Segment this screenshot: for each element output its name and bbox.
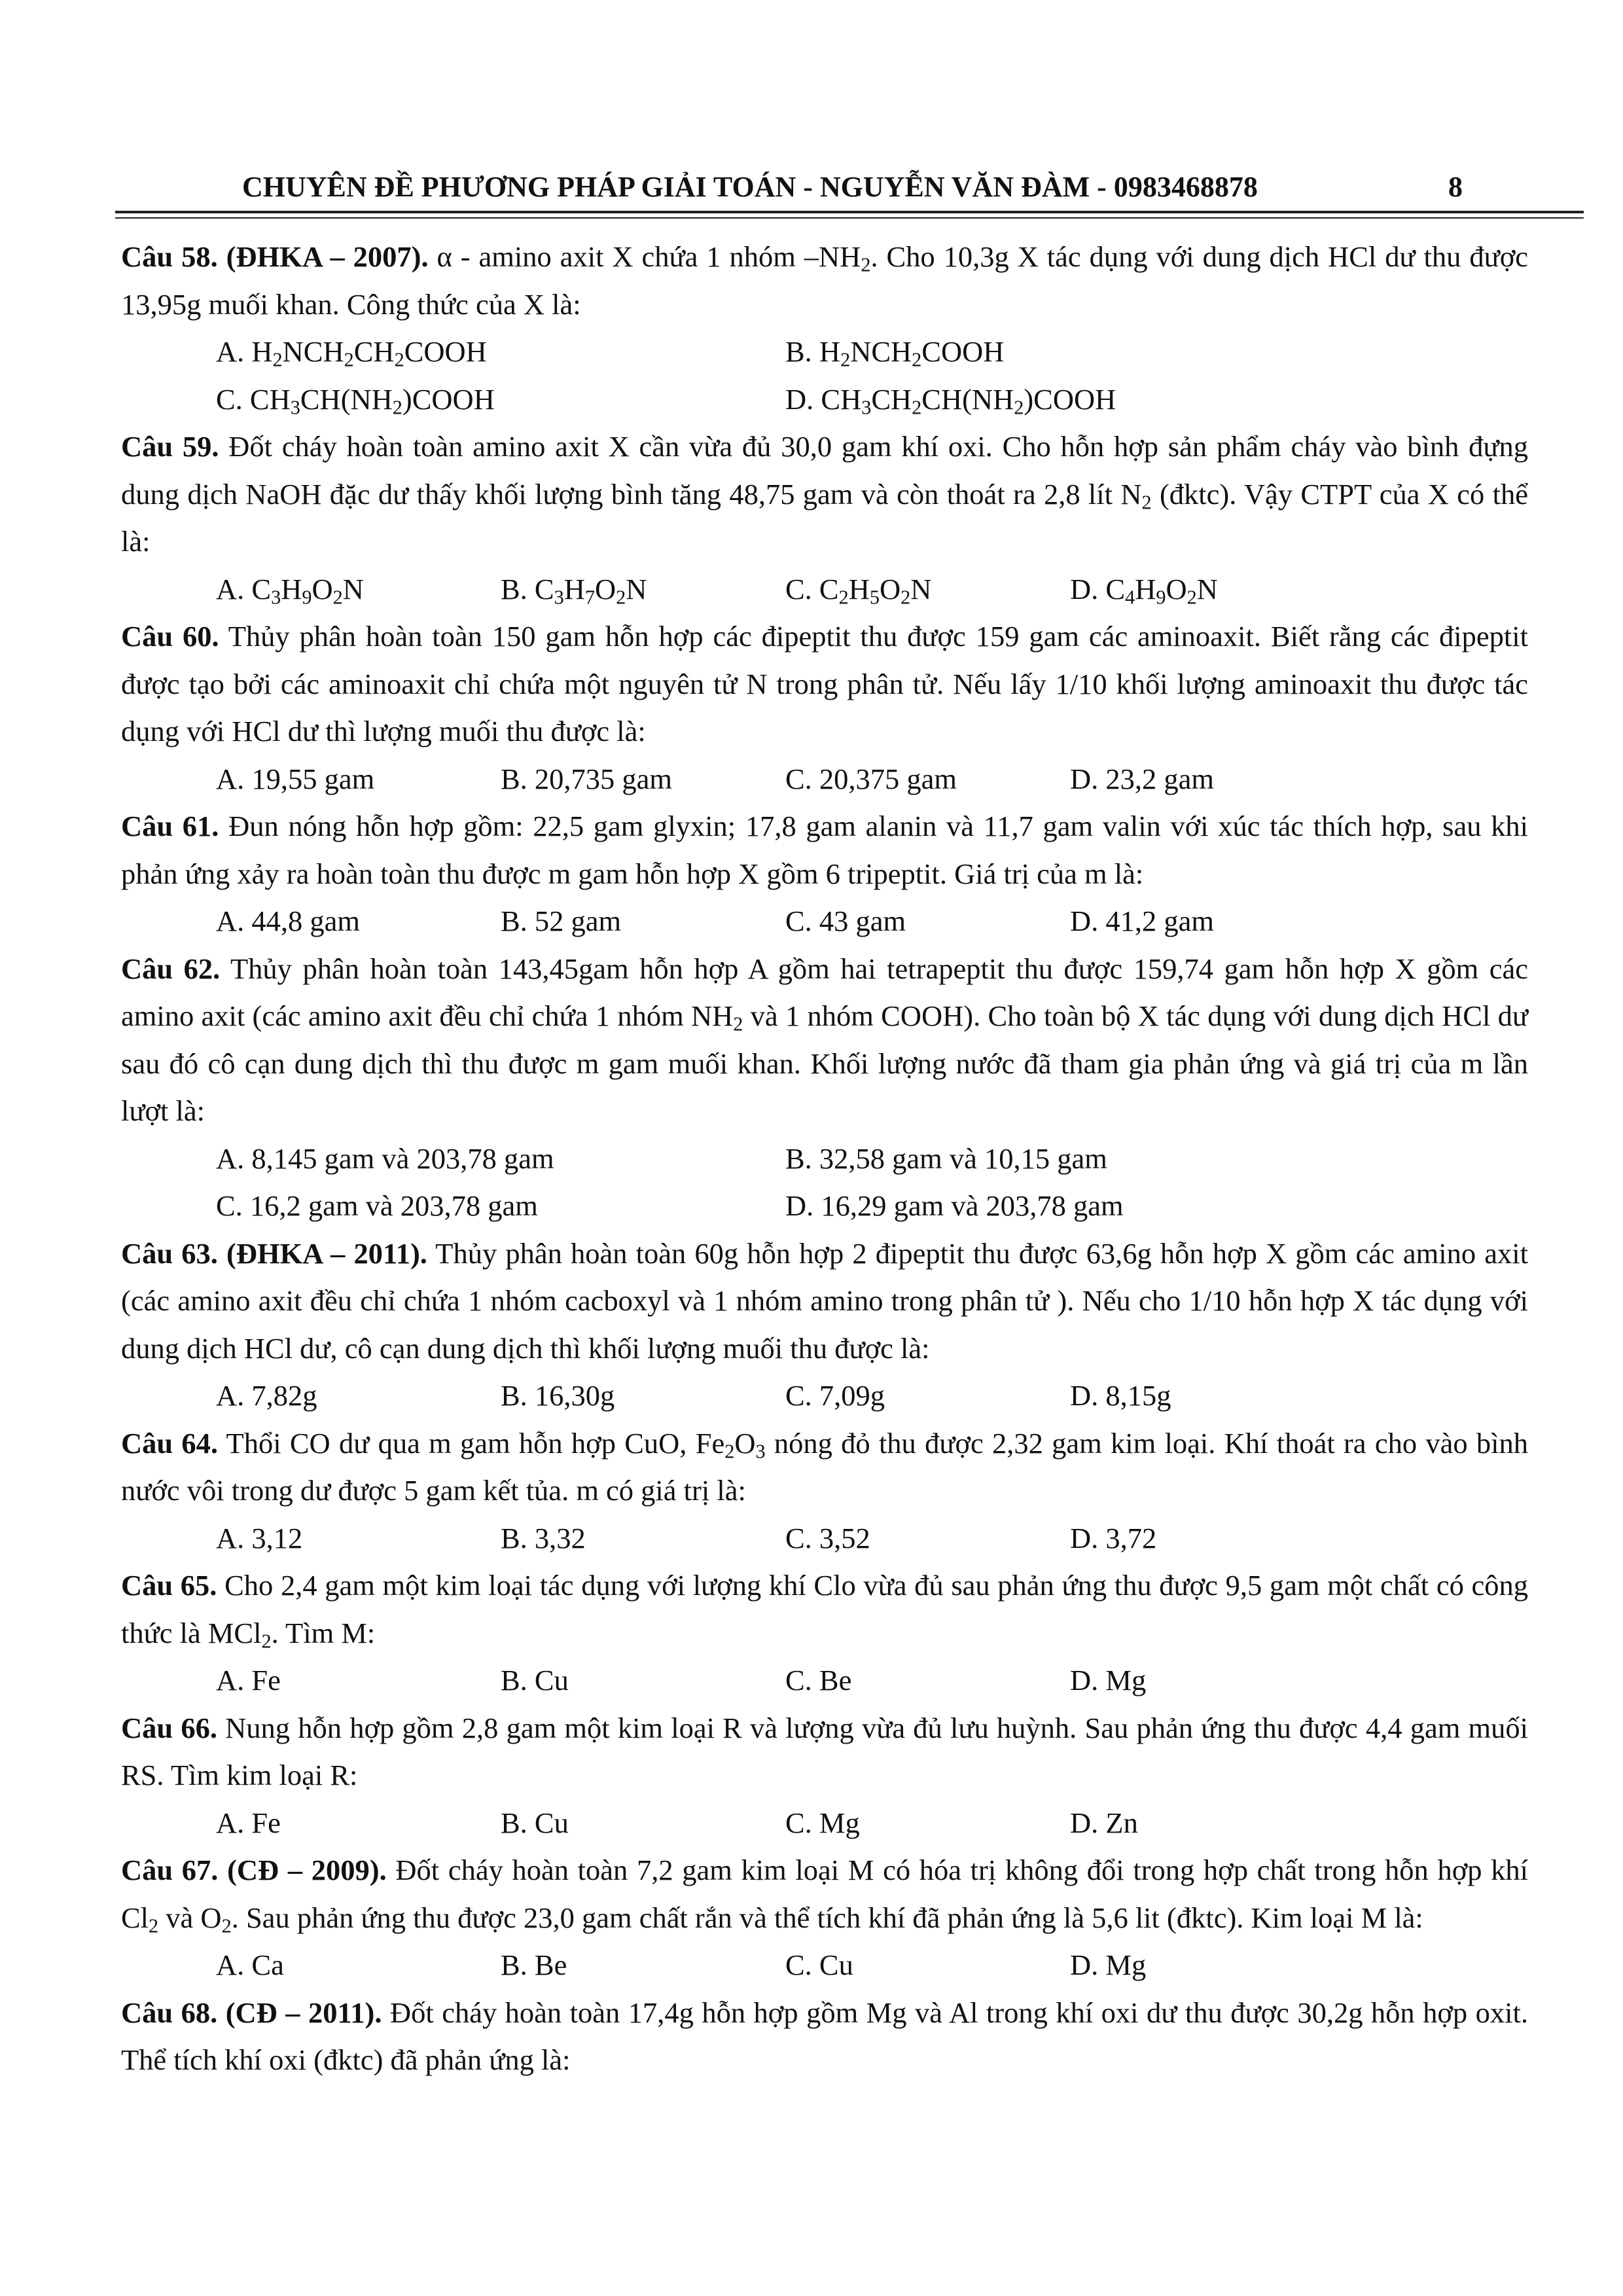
header-rule-thick [115, 211, 1584, 213]
header-title: CHUYÊN ĐỀ PHƯƠNG PHÁP GIẢI TOÁN - NGUYỄN VĂN ĐÀM - 0983468878 [242, 171, 1258, 203]
question-label: Câu 60. [121, 620, 219, 653]
question-body: Thủy phân hoàn toàn 60g hỗn hợp 2 đipeptit thu được 63,6g hỗn hợp X gồm các amino axit (các amino axit đều chỉ chứa 1 nhóm cacboxyl và 1 nhóm amino trong phân tử ). Nếu cho 1/10 hỗn hợp X tác dụng với dung dịch HCl dư, cô cạn dung dịch thì khối lượng muối thu được là: [121, 1236, 1528, 1365]
answer-options-row [121, 1515, 1528, 1562]
answer-option: B. 16,30g [501, 1379, 615, 1412]
answer-option: D. 8,15g [1070, 1379, 1171, 1412]
question-label: Câu 64. [121, 1426, 219, 1460]
answer-option: C. Cu [785, 1948, 853, 1981]
answer-options-row [121, 1135, 1528, 1183]
answer-options-row [121, 328, 1528, 376]
question-body: Thủy phân hoàn toàn 143,45gam hỗn hợp A gồm hai tetrapeptit thu được 159,74 gam hỗn hợp X gồm các amino axit (các amino axit đều chỉ chứa 1 nhóm $NH_2$ và 1 nhóm COOH). Cho toàn bộ X tác dụng với dung dịch HCl dư sau đó cô cạn dung dịch thì thu được m gam muối khan. Khối lượng nước đã tham gia phản ứng và giá trị của m lần lượt là: [121, 952, 1528, 1127]
question-text [121, 1704, 1528, 1799]
answer-option: A. 19,55 gam [216, 762, 375, 795]
answer-option: D. Mg [1070, 1948, 1147, 1981]
answer-options-row [121, 1941, 1528, 1989]
question-body: Nung hỗn hợp gồm 2,8 gam một kim loại R và lượng vừa đủ lưu huỳnh. Sau phản ứng thu được 4,4 gam muối RS. Tìm kim loại R: [121, 1711, 1528, 1791]
question-label: Câu 59. [121, 430, 219, 463]
question-body: Cho 2,4 gam một kim loại tác dụng với lượng khí Clo vừa đủ sau phản ứng thu được 9,5 gam một chất có công thức là MCl$_2$. Tìm M: [121, 1569, 1529, 1653]
answer-options-row [121, 1182, 1528, 1230]
answer-options-row [121, 1799, 1528, 1847]
answer-option: D. Zn [1070, 1806, 1138, 1839]
question-text [121, 1562, 1528, 1657]
answer-option: B. 32,58 gam và 10,15 gam [785, 1141, 1107, 1175]
question-label: Câu 61. [121, 810, 219, 842]
answer-option: C. $C_2H_5O_2N$ [785, 572, 932, 609]
answer-option: C. 43 gam [785, 905, 906, 937]
answer-option: C. 20,375 gam [785, 762, 957, 795]
question-label: Câu 68. (CĐ – 2011). [121, 1996, 382, 2029]
answer-option: B. 3,32 [501, 1521, 586, 1554]
answer-options-row [121, 755, 1528, 803]
answer-option: A. $C_3H_9O_2N$ [216, 572, 364, 609]
answer-options-row [121, 565, 1528, 613]
answer-options-row [121, 1372, 1528, 1420]
page-number: 8 [1448, 171, 1463, 203]
question-body: Thủy phân hoàn toàn 150 gam hỗn hợp các đipeptit thu được 159 gam các aminoaxit. Biết rằng các đipeptit được tạo bởi các aminoaxit chỉ chứa một nguyên tử N trong phân tử. Nếu lấy 1/10 khối lượng aminoaxit thu được tác dụng với HCl dư thì lượng muối thu được là: [121, 620, 1528, 747]
answer-option: B. Cu [501, 1806, 569, 1839]
question-text [121, 423, 1528, 565]
answer-option: D. $CH_3CH_2CH(NH_2)COOH$ [785, 382, 1116, 419]
answer-option: D. Mg [1070, 1664, 1147, 1696]
question-text [121, 945, 1528, 1135]
question-body: Đốt cháy hoàn toàn 7,2 gam kim loại M có hóa trị không đổi trong hợp chất trong hỗn hợp khí $Cl_2$ và $O_2$. Sau phản ứng thu được 23,0 gam chất rắn và thể tích khí đã phản ứng là 5,6 lit (đktc). Kim loại M là: [121, 1854, 1529, 1937]
answer-option: D. 23,2 gam [1070, 762, 1215, 795]
page-header [124, 165, 1499, 211]
answer-option: C. $CH_3CH(NH_2)COOH$ [216, 382, 495, 419]
answer-option: A. 3,12 [216, 1521, 303, 1554]
answer-option: A. 8,145 gam và 203,78 gam [216, 1141, 554, 1175]
answer-option: A. Fe [216, 1806, 281, 1839]
question-text [121, 613, 1528, 755]
answer-option: B. Cu [501, 1664, 569, 1696]
answer-option: A. Fe [216, 1664, 281, 1696]
answer-option: B. 20,735 gam [501, 762, 673, 795]
answer-option: A. 7,82g [216, 1379, 317, 1412]
answer-option: A. Ca [216, 1948, 284, 1981]
answer-option: C. Be [785, 1664, 852, 1696]
answer-option: A. 44,8 gam [216, 905, 361, 937]
answer-options-row [121, 897, 1528, 945]
answer-option: C. 16,2 gam và 203,78 gam [216, 1189, 538, 1222]
question-label: Câu 63. (ĐHKA – 2011). [121, 1236, 427, 1270]
answer-options-row [121, 1657, 1528, 1704]
answer-option: B. $C_3H_7O_2N$ [501, 572, 647, 609]
question-text [121, 233, 1528, 328]
question-text [121, 1420, 1528, 1515]
question-label: Câu 65. [121, 1569, 217, 1602]
answer-option: D. 16,29 gam và 203,78 gam [785, 1189, 1124, 1222]
question-label: Câu 66. [121, 1711, 217, 1744]
question-label: Câu 67. (CĐ – 2009). [121, 1854, 387, 1886]
header-rule-thin [115, 217, 1584, 219]
answer-option: C. 7,09g [785, 1379, 885, 1412]
question-body: Đốt cháy hoàn toàn amino axit X cần vừa đủ 30,0 gam khí oxi. Cho hỗn hợp sản phẩm cháy vào bình đựng dung dịch NaOH đặc dư thấy khối lượng bình tăng 48,75 gam và còn thoát ra 2,8 lít $N_2$ (đktc). Vậy CTPT của X có thể là: [121, 430, 1529, 558]
answer-option: C. 3,52 [785, 1521, 870, 1554]
question-body: α - amino axit X chứa 1 nhóm $-NH_2$. Cho 10,3g X tác dụng với dung dịch HCl dư thu được 13,95g muối khan. Công thức của X là: [121, 240, 1528, 321]
answer-option: C. Mg [785, 1806, 860, 1839]
question-text [121, 1989, 1528, 2084]
question-label: Câu 58. (ĐHKA – 2007). [121, 240, 429, 273]
question-text [121, 1230, 1528, 1372]
answer-option: B. 52 gam [501, 905, 622, 937]
answer-option: D. 41,2 gam [1070, 905, 1215, 937]
question-body: Đốt cháy hoàn toàn 17,4g hỗn hợp gồm Mg và Al trong khí oxi dư thu được 30,2g hỗn hợp oxit. Thể tích khí oxi (đktc) đã phản ứng là: [121, 1996, 1529, 2076]
answer-option: B. $H_2NCH_2COOH$ [785, 335, 1005, 371]
answer-option: B. Be [501, 1948, 567, 1981]
question-body: Đun nóng hỗn hợp gồm: 22,5 gam glyxin; 17,8 gam alanin và 11,7 gam valin với xúc tác thích hợp, sau khi phản ứng xảy ra hoàn toàn thu được m gam hỗn hợp X gồm 6 tripeptit. Giá trị của m là: [121, 810, 1528, 890]
question-body: Thổi CO dư qua m gam hỗn hợp CuO, $Fe_2O_3$ nóng đỏ thu được 2,32 gam kim loại. Khí thoát ra cho vào bình nước vôi trong dư được 5 gam kết tủa. m có giá trị là: [121, 1426, 1529, 1507]
answer-option: A. $H_2NCH_2CH_2COOH$ [216, 335, 487, 371]
question-label: Câu 62. [121, 952, 221, 985]
question-text [121, 802, 1528, 897]
answer-option: D. 3,72 [1070, 1521, 1157, 1554]
answer-options-row [121, 376, 1528, 423]
question-text [121, 1846, 1528, 1941]
question-list [121, 233, 1528, 2084]
answer-option: D. $C_4H_9O_2N$ [1070, 572, 1218, 609]
